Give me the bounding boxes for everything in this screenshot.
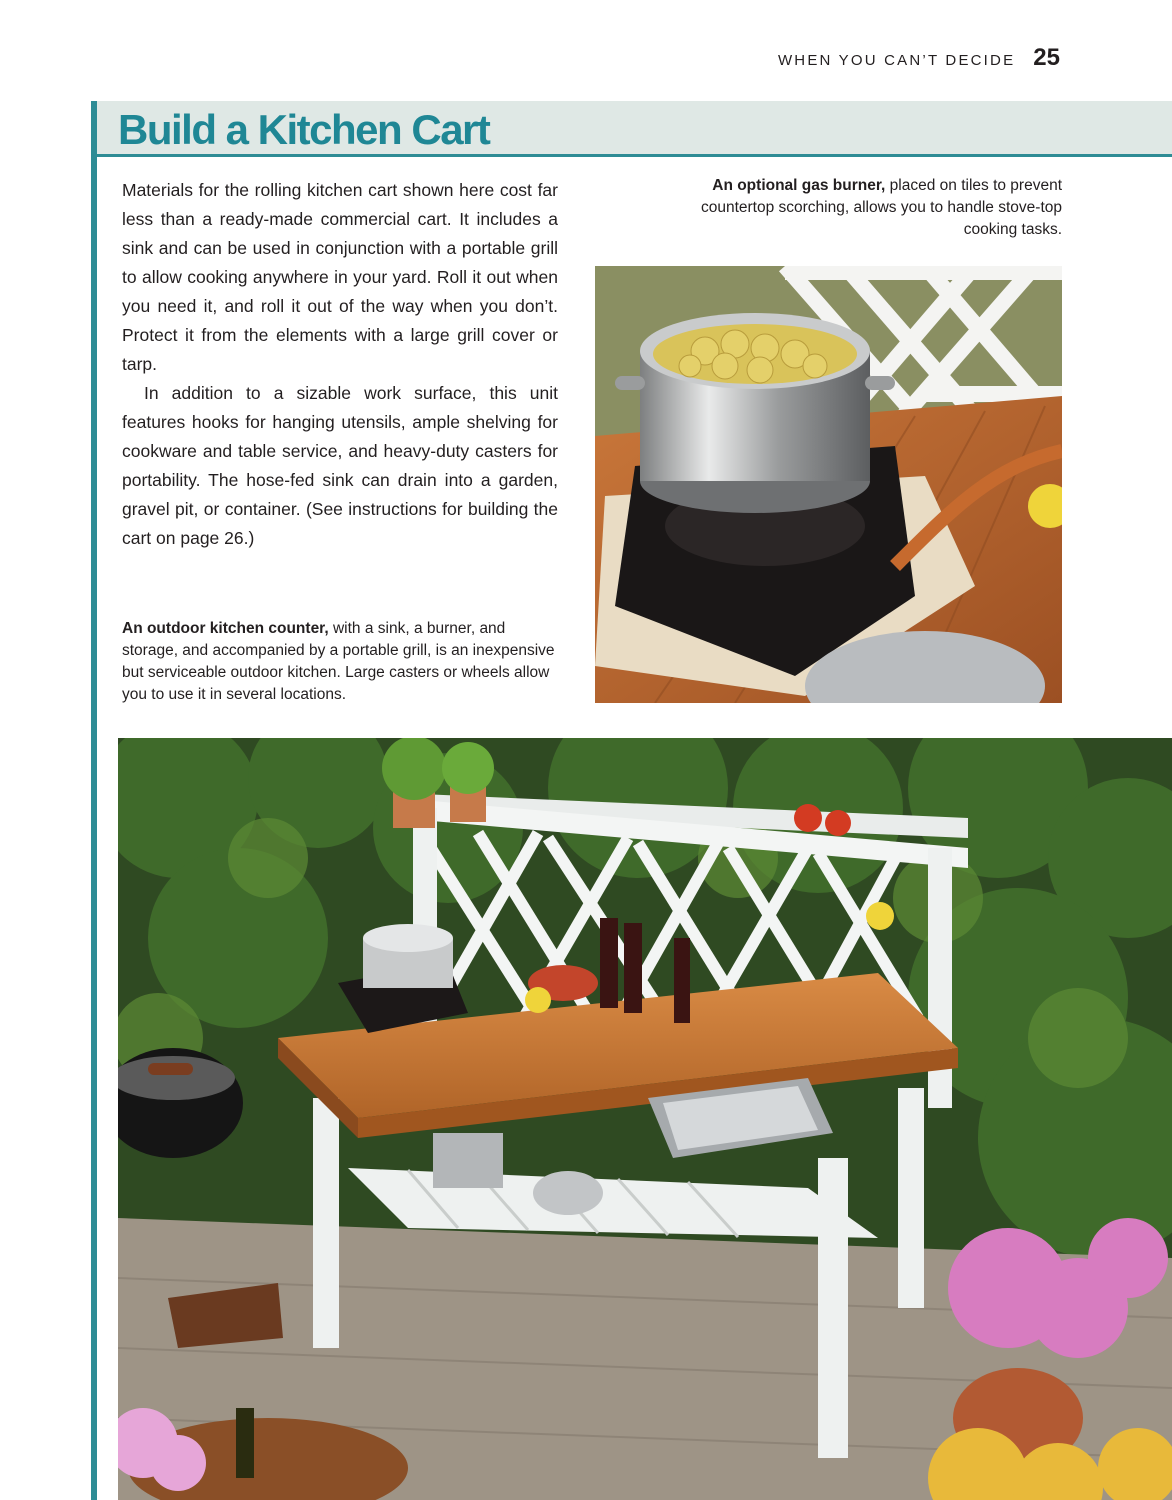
caption-counter bbox=[122, 618, 562, 706]
cart-photo bbox=[118, 738, 1172, 1500]
burner-photo bbox=[595, 266, 1062, 703]
page-number: 25 bbox=[1033, 44, 1060, 71]
body-paragraph-2: In addition to a sizable work surface, this unit features hooks for hanging utensils, ample shelving for cookware and table service, and heavy-duty casters for portability. The hose-fed sink can drain into a garden, gravel pit, or container. (See instructions for building the cart on page 26.) bbox=[122, 383, 558, 548]
running-head bbox=[778, 44, 1060, 72]
caption-counter-lead: An outdoor kitchen counter, bbox=[122, 620, 329, 637]
cart-photo-illustration bbox=[118, 738, 1172, 1500]
page-title: Build a Kitchen Cart bbox=[118, 106, 490, 153]
burner-photo-illustration bbox=[595, 266, 1062, 703]
caption-burner bbox=[662, 175, 1062, 241]
body-text bbox=[122, 176, 558, 553]
caption-burner-lead: An optional gas burner, bbox=[712, 177, 886, 194]
caption-burner-text: placed on tiles to prevent countertop scorching, allows you to handle stove-top cooking tasks. bbox=[700, 177, 1062, 238]
running-head-section: WHEN YOU CAN’T DECIDE bbox=[777, 52, 1016, 69]
body-paragraph-1: Materials for the rolling kitchen cart shown here cost far less than a ready-made commercial cart. It includes a sink and can be used in conjunction with a portable grill to allow cooking anywhere in your yard. Roll it out when you need it, and roll it out of the way when you don’t. Protect it from the elements with a large grill cover or tarp. bbox=[122, 180, 558, 374]
left-accent-rule bbox=[91, 101, 97, 1500]
caption-counter-text: with a sink, a burner, and storage, and accompanied by a portable grill, is an inexpensive but serviceable outdoor kitchen. Large casters or wheels allow you to use it in several locations. bbox=[122, 620, 555, 703]
